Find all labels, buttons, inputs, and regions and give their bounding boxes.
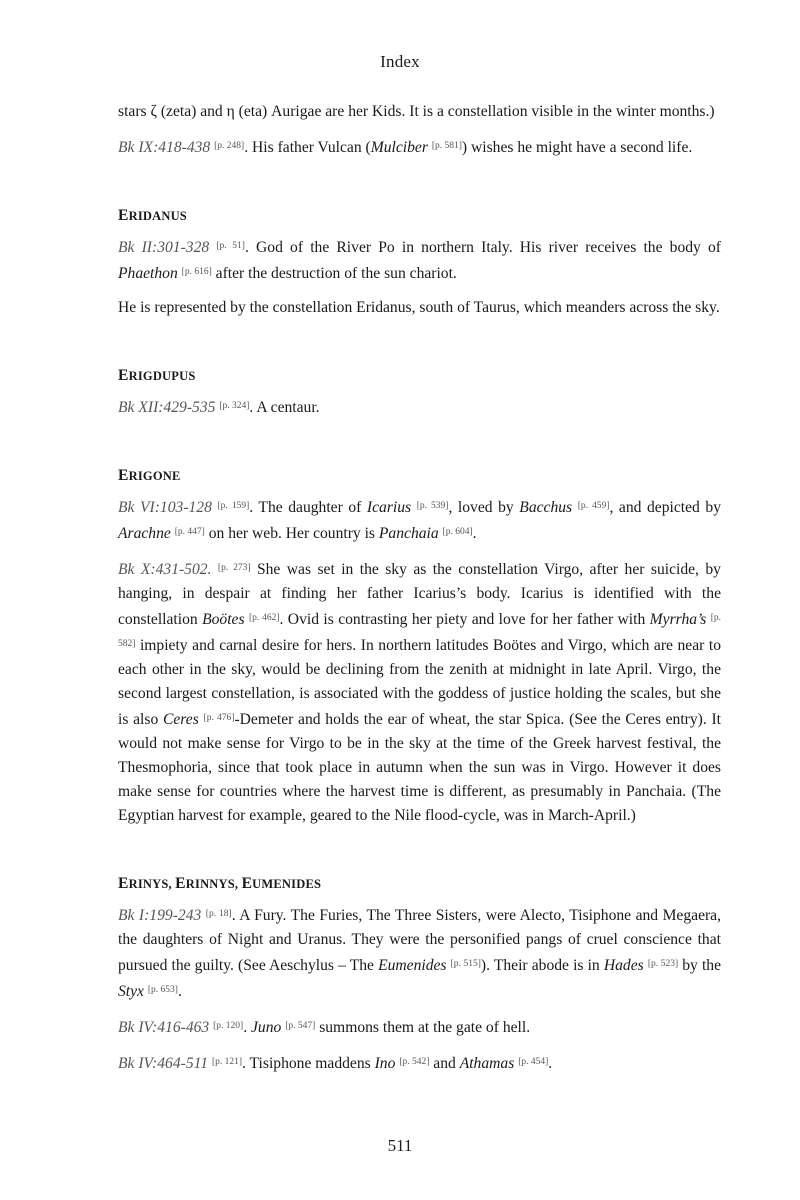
page-ref-link[interactable]: [p. 121] bbox=[211, 1057, 243, 1067]
heading-smallcaps: RIGDUPUS bbox=[128, 369, 196, 383]
page-ref-link[interactable]: [p. 120] bbox=[213, 1021, 244, 1031]
running-head: Index bbox=[380, 52, 420, 71]
page-ref-link[interactable]: [p. 248] bbox=[214, 141, 245, 151]
page-ref-link[interactable]: [p. 542] bbox=[399, 1057, 430, 1067]
entry-text: . Ovid is contrasting her piety and love for her father with bbox=[279, 611, 650, 628]
page-ref-link[interactable]: [p. 515] bbox=[450, 959, 481, 969]
page-ref-link[interactable]: [p. 447] bbox=[174, 527, 205, 537]
cross-reference-link[interactable]: Juno bbox=[251, 1019, 282, 1036]
heading-initial: E bbox=[118, 367, 129, 384]
book-reference-link[interactable]: Bk IV:416-463 bbox=[118, 1019, 210, 1036]
book-reference-link[interactable]: Bk XII:429-535 bbox=[118, 399, 216, 416]
entry-text: by the bbox=[678, 957, 721, 974]
cross-reference-link[interactable]: Styx bbox=[118, 983, 144, 1000]
heading-smallcaps: RINYS, bbox=[128, 877, 176, 891]
entry-text: . A Fury. The Furies, The Three Sisters, were Alecto, Tisiphone and Megaera, the daughters of Night and Uranus. They were the personified pangs of cruel conscience that pursued the guilty. (See Aeschylus – The bbox=[118, 907, 722, 974]
book-reference-link[interactable]: Bk I:199-243 bbox=[118, 907, 202, 924]
entry-text: summons them at the gate of hell. bbox=[315, 1019, 531, 1036]
cross-reference-link[interactable]: Ceres bbox=[162, 711, 199, 728]
entry-text: She was set in the sky as the constellation Virgo, after her suicide, by hanging, in despair at finding her father Icarius’s body. Icarius is identified with the constellation bbox=[118, 561, 721, 628]
page-ref-link[interactable]: [p. 604] bbox=[442, 527, 473, 537]
cross-reference-link[interactable]: Myrrha’s bbox=[649, 611, 707, 628]
page-ref-link[interactable]: [p. 273] bbox=[217, 563, 251, 573]
cross-reference-link[interactable]: Ino bbox=[374, 1055, 396, 1072]
cross-reference-link[interactable]: Panchaia bbox=[378, 525, 439, 542]
entry-text: . bbox=[548, 1055, 553, 1072]
entry-paragraph bbox=[118, 494, 721, 546]
entry-text: . Tisiphone maddens bbox=[242, 1055, 375, 1072]
book-reference-link[interactable]: Bk IV:464-511 bbox=[118, 1055, 209, 1072]
entry-text: ). Their abode is in bbox=[480, 957, 604, 974]
entry-heading-erigone bbox=[118, 464, 721, 488]
entry-text: ) wishes he might have a second life. bbox=[461, 139, 693, 156]
entry-heading-erinys bbox=[118, 872, 721, 896]
page-ref-link[interactable]: [p. 523] bbox=[647, 959, 679, 969]
page-ref-link[interactable]: [p. 547] bbox=[285, 1021, 316, 1031]
page-ref-link[interactable]: [p. 159] bbox=[217, 501, 250, 511]
entry-text: . God of the River Po in northern Italy. His river receives the body of bbox=[244, 239, 722, 256]
entry-text: impiety and carnal desire for hers. In northern latitudes Boötes and Virgo, which are near to each other in the sky, would be declining from the zenith at midnight in late April. Virgo, the second largest constellation, is associated with the goddess of justice holding the scales, but she is also bbox=[118, 637, 721, 728]
heading-smallcaps: RIGONE bbox=[128, 469, 181, 483]
cross-reference-link[interactable]: Hades bbox=[603, 957, 644, 974]
page-ref-link[interactable]: [p. 616] bbox=[181, 267, 212, 277]
page-ref-link[interactable]: [p. 454] bbox=[518, 1057, 549, 1067]
page-ref-link[interactable]: [p. 51] bbox=[216, 241, 245, 251]
heading-smallcaps: UMENIDES bbox=[252, 877, 322, 891]
entry-text: . The daughter of bbox=[249, 499, 367, 516]
heading-initial: E bbox=[118, 467, 129, 484]
entry-paragraph bbox=[118, 234, 721, 286]
entry-heading-erigdupus bbox=[118, 364, 721, 388]
index-content bbox=[118, 100, 721, 1086]
entry-text: . bbox=[177, 983, 182, 1000]
book-reference-link[interactable]: Bk IX:418-438 bbox=[118, 139, 211, 156]
page-ref-link[interactable]: [p. 539] bbox=[416, 501, 449, 511]
entry-paragraph bbox=[118, 100, 721, 124]
heading-smallcaps: RIDANUS bbox=[128, 209, 187, 223]
entry-text: stars ζ (zeta) and η (eta) Aurigae are her Kids. It is a constellation visible in the winter months.) bbox=[118, 103, 715, 120]
page-ref-link[interactable]: [p. 653] bbox=[147, 985, 178, 995]
page-ref-link[interactable]: [p. 582] bbox=[118, 613, 721, 649]
entry-paragraph bbox=[118, 394, 721, 420]
entry-text: . bbox=[472, 525, 477, 542]
entry-heading-eridanus bbox=[118, 204, 721, 228]
page-ref-link[interactable]: [p. 581] bbox=[431, 141, 462, 151]
entry-text: . His father Vulcan ( bbox=[244, 139, 371, 156]
book-reference-link[interactable]: Bk VI:103-128 bbox=[118, 499, 212, 516]
cross-reference-link[interactable]: Boötes bbox=[202, 611, 245, 628]
entry-text: and bbox=[429, 1055, 460, 1072]
book-reference-link[interactable]: Bk II:301-328 bbox=[118, 239, 210, 256]
entry-paragraph bbox=[118, 1050, 721, 1076]
entry-text: He is represented by the constellation Eridanus, south of Taurus, which meanders across the sky. bbox=[118, 299, 720, 316]
page-ref-link[interactable]: [p. 18] bbox=[205, 909, 232, 919]
entry-paragraph bbox=[118, 134, 721, 160]
entry-text: on her web. Her country is bbox=[204, 525, 379, 542]
cross-reference-link[interactable]: Icarius bbox=[366, 499, 412, 516]
entry-paragraph bbox=[118, 556, 721, 828]
entry-paragraph bbox=[118, 902, 721, 1004]
page-ref-link[interactable]: [p. 462] bbox=[248, 613, 280, 623]
entry-text: . bbox=[243, 1019, 251, 1036]
cross-reference-link[interactable]: Arachne bbox=[118, 525, 171, 542]
entry-text: -Demeter and holds the ear of wheat, the star Spica. (See the Ceres entry). It would not make sense for Virgo to be in the sky at the time of the Greek harvest festival, the Thesmophoria, since that took place in autumn when the sun was in Virgo. However it does make sense for countries where the harvest time is different, as presumably in Panchaia. (The Egyptian harvest for example, geared to the Nile flood-cycle, was in March-April.) bbox=[118, 711, 721, 824]
entry-paragraph bbox=[118, 296, 721, 320]
cross-reference-link[interactable]: Eumenides bbox=[378, 957, 447, 974]
heading-initial: E bbox=[241, 875, 253, 892]
book-reference-link[interactable]: Bk X:431-502. bbox=[118, 561, 212, 578]
heading-initial: E bbox=[118, 875, 129, 892]
entry-text: . A centaur. bbox=[249, 399, 320, 416]
page-ref-link[interactable]: [p. 476] bbox=[203, 713, 235, 723]
cross-reference-link[interactable]: Mulciber bbox=[370, 139, 428, 156]
cross-reference-link[interactable]: Phaethon bbox=[118, 265, 178, 282]
heading-initial: E bbox=[175, 875, 186, 892]
entry-text: , loved by bbox=[448, 499, 520, 516]
heading-smallcaps: RINNYS, bbox=[185, 877, 242, 891]
cross-reference-link[interactable]: Bacchus bbox=[519, 499, 573, 516]
page-ref-link[interactable]: [p. 324] bbox=[219, 401, 250, 411]
cross-reference-link[interactable]: Athamas bbox=[459, 1055, 515, 1072]
page-ref-link[interactable]: [p. 459] bbox=[577, 501, 610, 511]
entry-paragraph bbox=[118, 1014, 721, 1040]
heading-initial: E bbox=[118, 207, 129, 224]
entry-text: after the destruction of the sun chariot. bbox=[211, 265, 457, 282]
entry-text: , and depicted by bbox=[609, 499, 721, 516]
page-number: 511 bbox=[387, 1136, 413, 1155]
